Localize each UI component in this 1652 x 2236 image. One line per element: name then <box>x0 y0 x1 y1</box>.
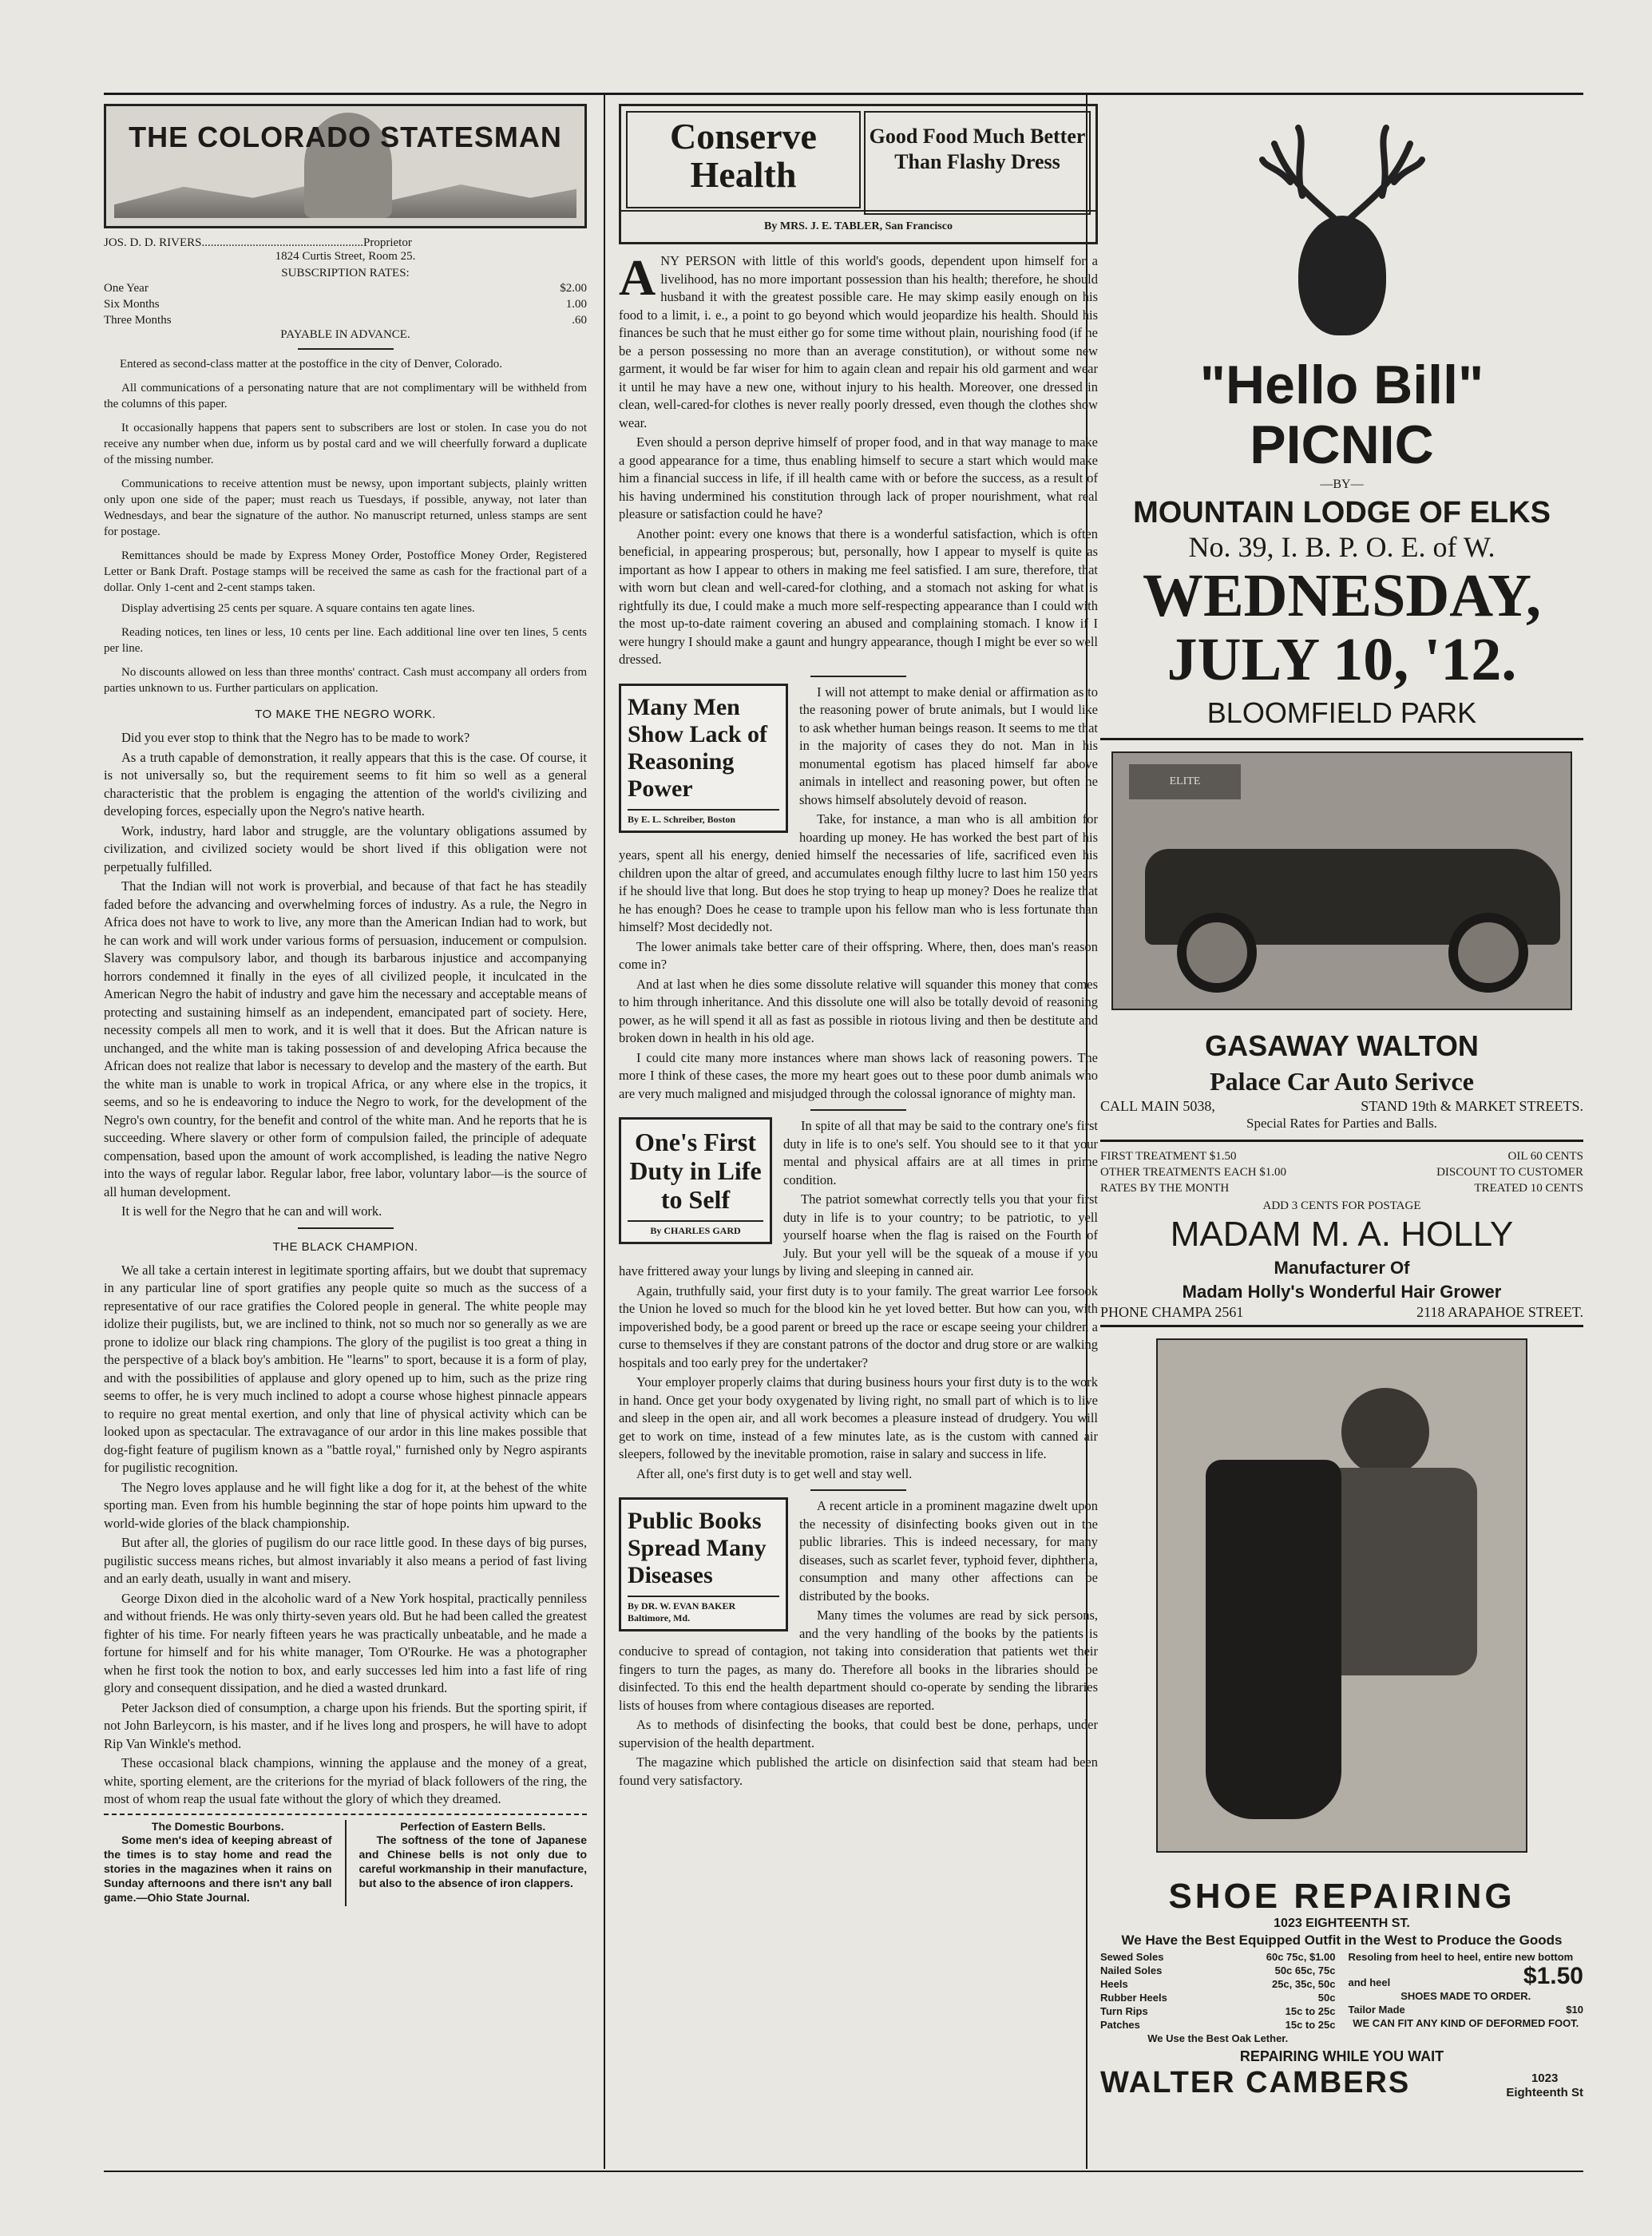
elk-emblem <box>1258 120 1426 343</box>
article-paragraph: We all take a certain interest in legitimate sporting affairs, but we doubt that supremacy in any particular line of sport gratifies any people quite so much as the success of a representative of our race gratifies the Colored people in general. The white people may idolize their pugilists, but, we are inclined to think, not so much nor so generally as we are prone to idolize our black ring champions. The glory of the pugilist is too great a thing in the perspective of a black boy's ambition. He "learns" to sport, because it is a form of play, and with the possibilities of applause and glory opened up to him, such as the prize ring seems to offer, he is very much inclined to adopt a course whose highest pinnacle appears to require no great mental exertion, and only that line of physical activity which can be looked upon as spectacular. The extravagance of our ardor in this line makes possible that dog-fight feature of pugilism known as a "battle royal," furnished only by Negro aspirants for pugilistic recognition. <box>104 1262 587 1475</box>
holly-postage: ADD 3 CENTS FOR POSTAGE <box>1262 1199 1421 1212</box>
ad-number: No. 39, I. B. P. O. E. of W. <box>1188 531 1496 563</box>
article-paragraph: These occasional black champions, winning the applause and the money of a great, white, sporting element, are the criterions for the myriad of black followers of the ring, the most of whom reap the usual fate without the glory of which they dreamed. <box>104 1755 587 1806</box>
auto-photo <box>1111 751 1572 1010</box>
article-paragraph: But after all, the glories of pugilism do our race little good. In these days of big purses, pugilistic success means riches, but almost invariably it also means a period of fast living and an early death, usually in want and misery. <box>104 1535 587 1586</box>
shoe-price-list <box>1100 1950 1336 2045</box>
divider <box>1100 1325 1583 1327</box>
auto-name: GASAWAY WALTON <box>1205 1029 1479 1062</box>
holly-rate-row: RATES BY THE MONTH TREATED 10 CENTS <box>1100 1182 1583 1195</box>
divider <box>810 676 906 677</box>
auto-special: Special Rates for Parties and Balls. <box>1246 1116 1437 1131</box>
holly-rate-row: FIRST TREATMENT $1.50 OIL 60 CENTS <box>1100 1150 1583 1163</box>
subscription-heading: SUBSCRIPTION RATES: <box>281 267 410 280</box>
divider <box>1100 738 1583 740</box>
article-paragraph: The patriot somewhat correctly tells you that your first duty in life is to your country; to be patriotic, to yell yourself hoarse when the flag is raised on the Fourth of July. But your yell will be the squeak of a mouse if you have frittered away your lungs by living and sleeping in canned air. <box>619 1191 1098 1279</box>
ad-lodge: MOUNTAIN LODGE OF ELKS <box>1133 496 1551 529</box>
shoe-title: SHOE REPAIRING <box>1168 1877 1515 1916</box>
proprietor-line: JOS. D. D. RIVERS......................................................Proprietor <box>104 236 412 249</box>
brief-text: Some men's idea of keeping abreast of the times is to stay home and read the stories in the magazines when it rains on Sunday afternoons and there isn't any ball game.—Ohio State Journal. <box>104 1833 332 1904</box>
duty-titlebox <box>619 1117 772 1244</box>
ad-picnic: PICNIC <box>1250 414 1434 475</box>
notice: It occasionally happens that papers sent to subscribers are lost or stolen. In case you do not receive any number when due, inform us by postal card and we will cheerfully forward a duplicate of the missing number. <box>104 422 587 466</box>
notice: Display advertising 25 cents per square. A square contains ten agate lines. <box>121 602 475 615</box>
drop-cap: A <box>619 249 656 306</box>
wheel-icon <box>1448 913 1528 993</box>
bottom-rule <box>104 2171 1583 2172</box>
masthead <box>104 104 587 228</box>
divider <box>298 1227 394 1229</box>
article-paragraph: As a truth capable of demonstration, it really appears that this is the case. Of course, it is not universally so, but the requirement seems to fit him so well as a general characteristic that the problem is engaging the attention of the world's civilizing and developing forces, especially upon the Negro's native hearth. <box>104 749 587 819</box>
article-paragraph: I could cite many more instances where man shows lack of reasoning powers. The more I think of these cases, the more my heart goes out to these poor dumb animals who are very much maligned and misjudged through the colossal ignorance of mighty man. <box>619 1049 1098 1101</box>
price-row: Turn Rips 15c to 25c <box>1100 2005 1336 2017</box>
auto-service: Palace Car Auto Serivce <box>1210 1067 1474 1096</box>
rate-row: Three Months .60 <box>104 314 587 327</box>
article-paragraph: That the Indian will not work is proverbial, and because of that fact he has steadily faded before the advancing and overwhelming forces of industry. As a rule, the Negro in Africa does not have to work to live, any more than the American Indian had to work, but he can work and will work under various forms of persuasion, inducement or compulsion. Slavery was compulsory labor, and though its barbarous injustice and accompanying horrors condemned it finally in the eyes of all civilized people, it inculcated in the American Negro the habit of industry and gave him the necessary and acceptable means of protecting and sustaining himself as an independent, emancipated part of society. Here, necessity compels all men to work, and it is well that it does. But the African nature is unchanged, and the white man is taking possession of and developing Africa because the African does not realize that labor is necessary to develop and the mastery of the earth. But the white man is unable to work in tropical Africa, or any where else in the tropics, it seems, and so he is endeavoring to induce the Negro to work, for the development of the Negro's own country, for the benefit and control of the white man. And he reports that he is succeeding. Where slavery or other form of compulsion failed, the principle of adequate compensation, based upon the amount of work accomplished, is leading the native Negro into the ways of regular labor. Regular labor, free labor, voluntary labor—is the source of all human development. <box>104 878 587 1199</box>
shoe-address: 1023 EIGHTEENTH ST. <box>1274 1917 1410 1930</box>
price-row: Sewed Soles 60c 75c, $1.00 <box>1100 1951 1336 1963</box>
divider <box>1100 1140 1583 1142</box>
brief-bourbons <box>104 1820 332 1906</box>
hair-grower-photo <box>1156 1338 1527 1853</box>
books-article <box>619 1497 1098 1790</box>
health-subtitle: Good Food Much Better Than Flashy Dress <box>864 111 1091 215</box>
storefront-sign: ELITE <box>1129 764 1241 799</box>
rate-row: Six Months 1.00 <box>104 298 587 311</box>
notice: Reading notices, ten lines or less, 10 cents per line. Each additional line over ten lines, 5 cents per line. <box>104 626 587 655</box>
article-paragraph: The Negro loves applause and he will fight like a dog for it, at the behest of the white sporting man. Even from his humble beginning the star of hope points him upward to the world-wide glories of the black championship. <box>104 1479 587 1531</box>
notice: Remittances should be made by Express Money Order, Postoffice Money Order, Registered Letter or Bank Draft. Postage stamps will be received the same as cash for the fractional part of a dollar. Only 1-cent and 2-cent stamps taken. <box>104 549 587 594</box>
article-paragraph: As to methods of disinfecting the books, that could best be done, perhaps, under supervision of the health department. <box>619 1717 1098 1750</box>
shoe-owner-row <box>1100 2065 1583 2100</box>
article-paragraph: The magazine which published the article on disinfection said that steam had been found very satisfactory. <box>619 1754 1098 1788</box>
article-paragraph: Work, industry, hard labor and struggle, are the voluntary obligations assumed by civilization, and civilized society would be short lived if this obligation were not perpetually fulfilled. <box>104 823 587 874</box>
divider <box>298 348 394 350</box>
health-header <box>619 104 1098 244</box>
wheel-icon <box>1177 913 1257 993</box>
masthead-title: THE COLORADO STATESMAN <box>129 121 562 153</box>
duty-title: One's First Duty in Life to Self <box>629 1128 762 1214</box>
column-middle <box>619 104 1098 2168</box>
holly-rate-row: OTHER TREATMENTS EACH $1.00 DISCOUNT TO CUSTOMER <box>1100 1166 1583 1179</box>
notice: Communications to receive attention must be newsy, upon important subjects, plainly written only upon one side of the paper; must reach us Tuesdays, if possible, anyway, not later than Wednesdays, and bear the signature of the author. No manuscript returned, unless stamps are sent for postage. <box>104 478 587 538</box>
ad-place: BLOOMFIELD PARK <box>1206 696 1477 729</box>
notice: All communications of a personating nature that are not complimentary will be withheld from the columns of this paper. <box>104 382 587 410</box>
brief-text: The softness of the tone of Japanese and Chinese bells is not only due to careful workmanship in their manufacture, but also to the absence of iron clappers. <box>359 1833 587 1889</box>
divider <box>810 1109 906 1111</box>
duty-byline: By CHARLES GARD <box>628 1220 763 1237</box>
article-heading: THE BLACK CHAMPION. <box>272 1239 418 1254</box>
article-paragraph: NY PERSON with little of this world's goods, dependent upon himself for a livelihood, has no more important possession than his health; therefore, he should husband it with the greatest possible care. He may skimp easily enough on his food to a limit, i. e., a point to go beyond which would jeopardize his health. Should his finances be such that he must either go for some time without plain, nourishing food (if he be a person possessing no more than an average constitution), or without some new garment, it would be far wiser for him to again clean and repair his old garment and wear it until he may have a new one, without injury to his health. Moreover, one dressed in clean, well-cared-for clothes is never really poorly dressed, even though the clothes show wear. <box>619 253 1098 430</box>
worker-head <box>1341 1388 1429 1476</box>
shoe-machine-icon <box>1206 1460 1341 1819</box>
auto-contact: CALL MAIN 5038, STAND 19th & MARKET STREETS. <box>1100 1098 1583 1114</box>
shoe-resole: Resoling from heel to heel, entire new bottom and heel $1.50 SHOES MADE TO ORDER. Tailor Made $10 WE CAN FIT ANY KIND OF DEFORMED FOOT. <box>1348 1951 1583 2029</box>
article-paragraph: The lower animals take better care of their offspring. Where, then, does man's reason come in? <box>619 938 1098 972</box>
top-rule <box>104 93 1583 95</box>
divider <box>104 1814 587 1815</box>
article-paragraph: In spite of all that may be said to the contrary one's first duty in life is to one's self. You should see to it that your mental and physical affairs are at all times in prime condition. <box>783 1118 1098 1187</box>
price-row: Heels 25c, 35c, 50c <box>1100 1978 1336 1990</box>
article-paragraph: It is well for the Negro that he can and will work. <box>121 1203 382 1219</box>
shoe-owner: WALTER CAMBERS <box>1100 2066 1411 2099</box>
article-paragraph: George Dixon died in the alcoholic ward of a New York hospital, practically penniless and without friends. He was only thirty-seven years old. But he had been called the greatest fighter of his time. For nearly fifteen years he was practically unbeatable, and he made a fortune for himself and for his white manager, Tom O'Rourke. He was a photographer when he first took the notion to box, and early successes led him into a fast life of ring glory and consequent dissipation, and he died a wasted drunkard. <box>104 1590 587 1695</box>
reasoning-byline: By E. L. Schreiber, Boston <box>628 809 779 826</box>
article-paragraph: Again, truthfully said, your first duty is to your family. The great warrior Lee forsook the Union he loved so much for the blood kin he yet loved better. But how can you, with impoverished body, be a good parent or breed up the race or escape seeing your children a curse to themselves if they are constant patrons of the doctor and drug store or are walking hospitals and too early prey for the undertaker? <box>619 1283 1098 1370</box>
rate-row: One Year $2.00 <box>104 282 587 295</box>
reasoning-titlebox <box>619 684 788 833</box>
holly-manufacturer: Manufacturer Of <box>1274 1258 1410 1278</box>
article-paragraph: Peter Jackson died of consumption, a charge upon his friends. But the sporting spirit, if not John Barleycorn, is his master, and if he lives long and prospers, he will have to adopt Rip Van Winkle's method. <box>104 1699 587 1751</box>
antler-icon <box>1258 120 1426 224</box>
health-title: Conserve Health <box>626 111 861 208</box>
worker-body <box>1317 1468 1477 1675</box>
article-paragraph: Did you ever stop to think that the Negro has to be made to work? <box>121 730 470 745</box>
payable-line: PAYABLE IN ADVANCE. <box>280 328 410 341</box>
price-row: Rubber Heels 50c <box>1100 1992 1336 2004</box>
divider <box>810 1489 906 1491</box>
reasoning-article <box>619 684 1098 1104</box>
books-byline: By DR. W. EVAN BAKER Baltimore, Md. <box>628 1596 779 1624</box>
reasoning-title: Many Men Show Lack of Reasoning Power <box>628 693 768 802</box>
notice: No discounts allowed on less than three months' contract. Cash must accompany all orders from parties unknown to us. Further particulars on application. <box>104 666 587 695</box>
divider <box>345 1820 347 1906</box>
article-paragraph: After all, one's first duty is to get well and stay well. <box>636 1465 913 1481</box>
holly-name: MADAM M. A. HOLLY <box>1170 1215 1514 1254</box>
price-row: Nailed Soles 50c 65c, 75c <box>1100 1964 1336 1976</box>
ad-hello: "Hello Bill" <box>1199 355 1484 415</box>
shoe-oak: We Use the Best Oak Lether. <box>1147 2032 1289 2044</box>
article-heading: TO MAKE THE NEGRO WORK. <box>255 708 436 721</box>
brief-title: The Domestic Bourbons. <box>151 1819 284 1833</box>
article-paragraph: Your employer properly claims that during business hours your first duty is to the work in hand. Once get your body oxygenated by living right, no small part of which is to live and sleep in the open air, and all work becomes a pleasure instead of drudgery. You will get to work on time, instead of a few minutes late, as is the custom with canned air sleepers, followed by the inevitable promotion, raise in salary and success in life. <box>619 1374 1098 1461</box>
column-right <box>1100 104 1583 2168</box>
article-paragraph: Another point: every one knows that there is a wonderful satisfaction, which is often beneficial, in appearing prosperous; but, personally, how I appear to myself is quite as important as how I appear to others in making me feel satisfied. I am sure, therefore, that with worn but clean and well-cared-for clothing, and a stomach not asking for what is rightfully its due, I could make a much more self-respecting appearance than I could with the most up-to-date raiment covering an abused and complaining stomach. I know if I were hungry I should make a gaunt and hungry appearance, though I might be ever so well dressed. <box>619 525 1098 667</box>
brief-items <box>104 1820 587 1906</box>
brief-bells <box>359 1820 588 1906</box>
shoe-claim: We Have the Best Equipped Outfit in the West to Produce the Goods <box>1121 1933 1563 1948</box>
elk-head <box>1298 216 1386 335</box>
article-paragraph: Take, for instance, a man who is all ambition for hoarding up money. He has worked the best part of his years, spent all his energy, denied himself the necessaries of life, sacrificed even his children upon the altar of greed, and accumulates enough filthy lucre to last him 150 years if he should live that long. But does he stop trying to heap up money? Does he realize that he has enough? Does he cease to trample upon his fellow man who is less fortunate than himself? Most decidedly not. <box>619 811 1098 934</box>
books-title: Public Books Spread Many Diseases <box>628 1508 767 1588</box>
holly-contact: PHONE CHAMPA 2561 2118 ARAPAHOE STREET. <box>1100 1304 1583 1320</box>
article-paragraph: And at last when he dies some dissolute relative will squander this money that comes to him through inheritance. And this dissolute one will also be totally devoid of reasoning power, as he will spend it all as fast as possible in riotous living and then be destitute and broken down in health in his old age. <box>619 976 1098 1045</box>
notice: Entered as second-class matter at the postoffice in the city of Denver, Colorado. <box>120 358 502 371</box>
article-paragraph: I will not attempt to make denial or affirmation as to the reasoning power of brute animals, but I would like to ask whether human beings reason. It seems to me that in the majority of cases they do not. Man in his monumental egotism has placed himself far above animals in intellect and reasoning power, but often he shows himself absolutely devoid of reason. <box>799 684 1098 807</box>
article-paragraph: A recent article in a prominent magazine dwelt upon the necessity of disinfecting books given out in the public libraries. This is indeed necessary, for many diseases, such as scarlet fever, typhoid fever, diphtheria, consumption and many other affections can be distributed by the books. <box>799 1498 1098 1604</box>
holly-product: Madam Holly's Wonderful Hair Grower <box>1182 1282 1502 1302</box>
shoe-ad <box>1100 1877 1583 2100</box>
books-titlebox <box>619 1497 788 1631</box>
column-rule-1 <box>604 93 605 2169</box>
shoe-wait: REPAIRING WHILE YOU WAIT <box>1239 2048 1444 2064</box>
shoe-owner-address: 1023 Eighteenth St <box>1506 2071 1583 2099</box>
ad-date: JULY 10, '12. <box>1167 626 1517 693</box>
health-byline: By MRS. J. E. TABLER, San Francisco <box>621 210 1095 242</box>
price-row: Patches 15c to 25c <box>1100 2019 1336 2031</box>
article-paragraph: Even should a person deprive himself of proper food, and in that way manage to make a good appearance for a time, thus enabling himself to secure a start which would make him a financial success in life, if ill health came with or before the success, as a result of his having undermined his constitution through lack of proper nourishment, what real pleasure or satisfaction could he have? <box>619 434 1098 521</box>
article-paragraph: Many times the volumes are read by sick persons, and the very handling of the books by the patients is conducive to spread of contagion, not taking into consideration that patients wet their fingers to turn the pages, as many do. Therefore all books in the libraries should be disinfected. To this end the health department should co-operate by sending the libraries lists of houses from where contagious diseases are reported. <box>619 1608 1098 1713</box>
brief-title: Perfection of Eastern Bells. <box>400 1819 546 1833</box>
ad-day: WEDNESDAY, <box>1142 562 1542 629</box>
duty-article <box>619 1117 1098 1483</box>
column-left <box>104 104 587 2168</box>
ad-by: —BY— <box>1320 478 1364 491</box>
address-line: 1824 Curtis Street, Room 25. <box>275 250 416 263</box>
